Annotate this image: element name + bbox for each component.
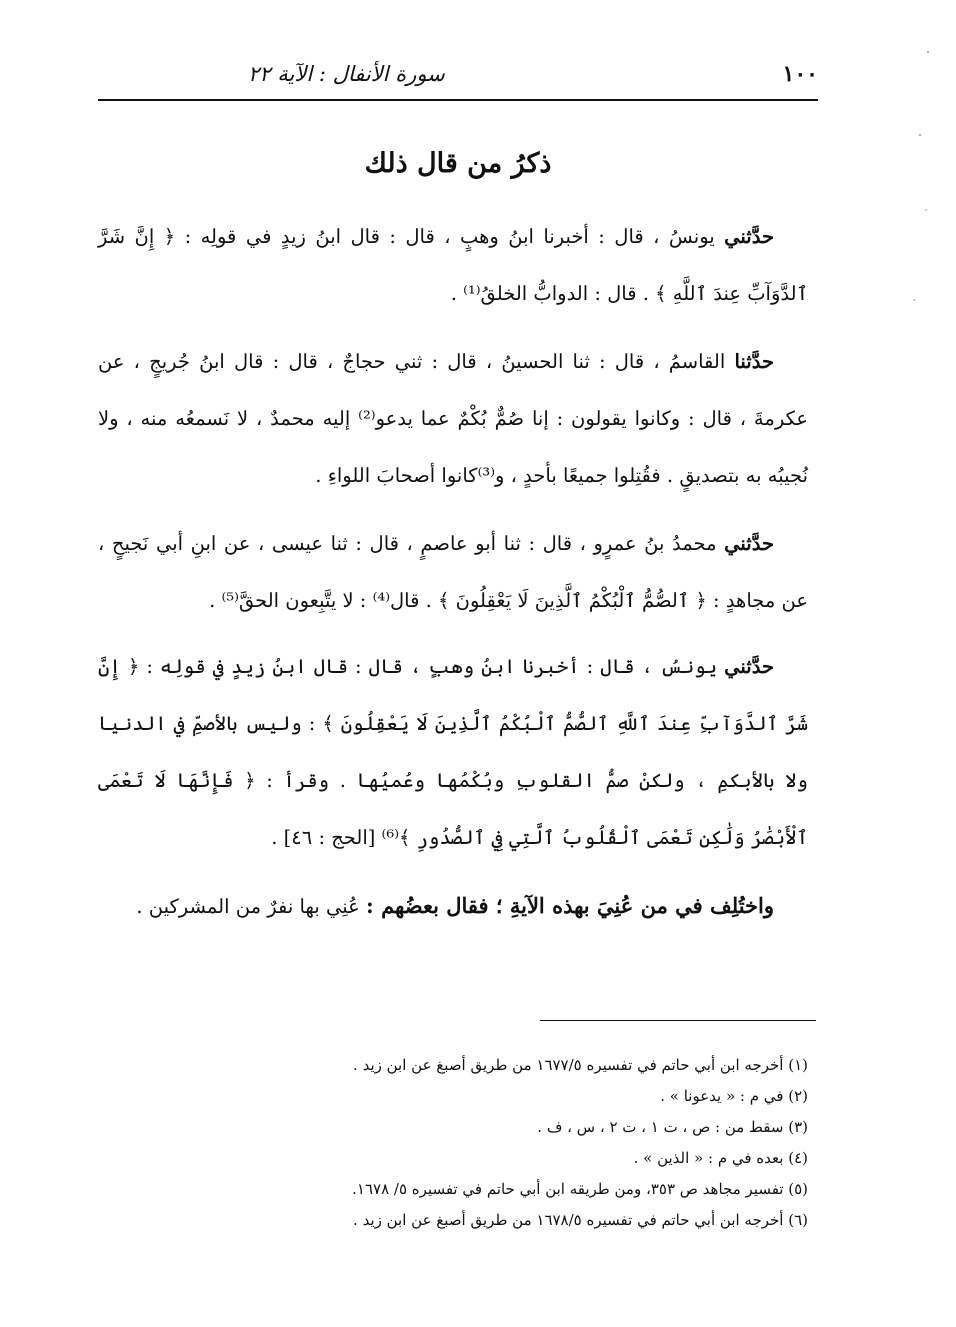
footnote: (٥) تفسير مجاهد ص ٣٥٣، ومن طريقه ابن أبي حاتم في تفسيره ٥/ ١٦٧٨. [352, 1180, 808, 1198]
page-number: ١٠٠ [782, 61, 818, 87]
narrator-phrase: حدَّثني [724, 655, 774, 678]
closing-text: عُنِي بها نفرٌ من المشركين . [136, 895, 367, 918]
paragraph-text: يونسُ ، قال : أخبرنا ابنُ وهبٍ ، قال : قال ابنُ زيدٍ في قولِه : ﴿ إِنَّ شَرَّ ٱلدَّوَآبِّ عِندَ ٱللَّهِ ٱلصُّمُّ ٱلْبُكْمُ ٱلَّذِينَ لَا يَعْقِلُونَ ﴾ : وليس بالأصمِّ في الدنيا ولا بالأبكمِ ، ولكنْ صمُّ القلوبِ وبُكْمُها وعُميُها . وقرأ : ﴿ فَإِنَّهَا لَا تَعْمَى ٱلْأَبْصَٰرُ وَلَٰكِن تَعْمَى ٱلْقُلُوبُ ٱلَّتِي فِي ٱلصُّدُورِ ﴾⁽⁶⁾ [الحج : ٤٦] . [98, 655, 808, 849]
narrator-phrase: حدَّثني [724, 532, 774, 555]
footnote-rule [540, 1020, 816, 1021]
scan-specks [906, 40, 936, 340]
running-title: سورة الأنفال : الآية ٢٢ [248, 62, 445, 86]
footnote: (٦) أخرجه ابن أبي حاتم في تفسيره ١٦٧٨/٥ من طريق أصبغ عن ابن زيد . [353, 1211, 808, 1229]
closing-lead: واختُلِف في من عُنِيَ بهذه الآيةِ ؛ فقال بعضُهم : [366, 893, 774, 918]
paragraph [98, 638, 808, 866]
paragraph-text: محمدُ بنُ عمرٍو ، قال : ثنا أبو عاصمٍ ، قال : ثنا عيسى ، عن ابنِ أبي نَجيحٍ ، عن مجاهدٍ : ﴿ ٱلصُّمُّ ٱلْبُكْمُ ٱلَّذِينَ لَا يَعْقِلُونَ ﴾ . قال⁽⁴⁾ : لا يتَّبِعون الحقَّ⁽⁵⁾ . [98, 532, 808, 612]
footnote: (٤) بعده في م : « الذين » . [633, 1149, 808, 1167]
narrator-phrase: حدَّثنا [734, 350, 774, 373]
page-header [98, 52, 818, 96]
paragraph-text: القاسمُ ، قال : ثنا الحسينُ ، قال : ثني حجاجٌ ، قال : قال ابنُ جُريجٍ ، عن عكرمةَ ، قال : وكانوا يقولون : إنا صُمٌّ بُكْمٌ عما يدعو⁽²⁾ إليه محمدٌ ، لا نَسمعُه منه ، ولا نُجيبُه به بتصديقٍ . فقُتِلوا جميعًا بأحدٍ ، و⁽³⁾كانوا أصحابَ اللواءِ . [98, 350, 808, 487]
section-title: ذكرُ من قال ذلك [364, 148, 552, 179]
narrator-phrase: حدَّثني [724, 225, 774, 248]
header-rule [98, 99, 818, 101]
footnote: (٣) سقط من : ص ، ت ١ ، ت ٢ ، س ، ف . [537, 1118, 808, 1136]
closing-paragraph [98, 877, 808, 935]
paragraph [98, 515, 808, 629]
footnotes [140, 1050, 808, 1236]
paragraph-text: يونسُ ، قال : أخبرنا ابنُ وهبٍ ، قال : قال ابنُ زيدٍ في قولِه : ﴿ إِنَّ شَرَّ ٱلدَّوَآبِّ عِندَ ٱللَّهِ ﴾ . قال : الدوابُّ الخلقُ⁽¹⁾ . [98, 225, 808, 305]
paragraph [98, 208, 808, 322]
footnote: (١) أخرجه ابن أبي حاتم في تفسيره ١٦٧٧/٥ من طريق أصبغ عن ابن زيد . [353, 1056, 808, 1074]
body-text [98, 208, 808, 946]
footnote: (٢) في م : « يدعونا » . [660, 1087, 808, 1105]
paragraph [98, 333, 808, 504]
